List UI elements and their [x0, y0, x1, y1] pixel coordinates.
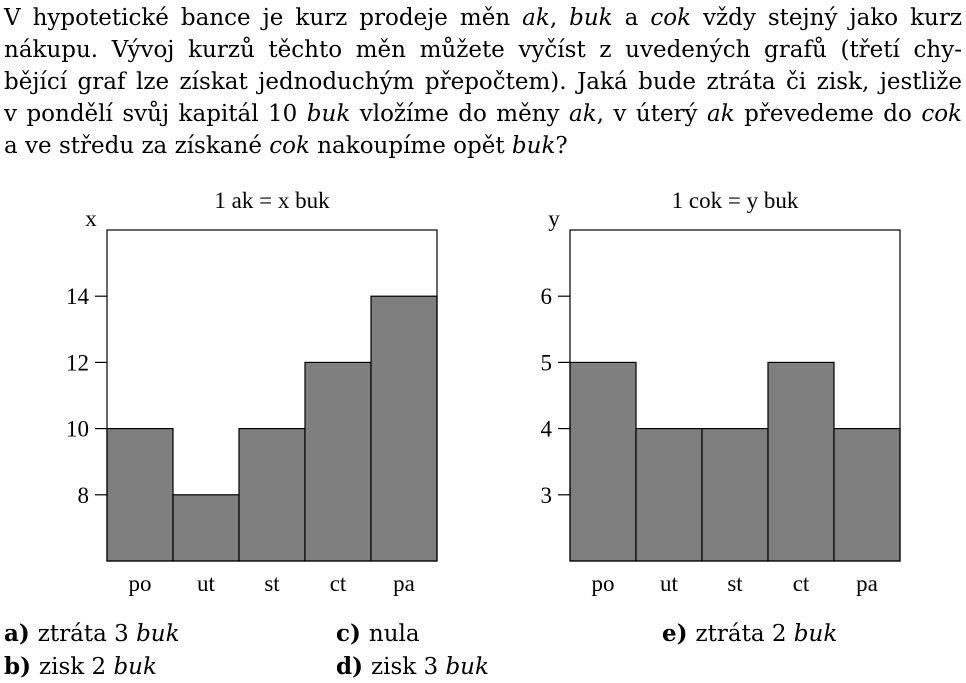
- answer-option-d[interactable]: [336, 653, 489, 680]
- question-fragment: V hypotetické bance je kurz prodeje měn: [4, 5, 523, 31]
- currency-name: buk: [511, 133, 556, 159]
- x-tick-label: po: [128, 571, 152, 596]
- question-fragment: vložíme do měny: [350, 101, 569, 127]
- y-tick-label: 8: [77, 482, 89, 508]
- answer-key: e): [662, 620, 688, 647]
- bar-pa: [371, 296, 437, 561]
- bar-ut: [636, 429, 702, 561]
- bar-ct: [305, 362, 371, 561]
- answer-option-a[interactable]: [4, 620, 180, 647]
- answer-option-c[interactable]: [336, 620, 420, 647]
- currency-name: ak: [522, 5, 550, 31]
- bar-ct: [768, 362, 834, 561]
- answer-text: zisk 3: [370, 654, 446, 680]
- bar-po: [570, 362, 636, 561]
- answer-key: c): [336, 620, 361, 647]
- currency-name: ak: [569, 101, 597, 127]
- y-tick-label: 14: [66, 284, 89, 310]
- answer-unit: buk: [793, 621, 838, 647]
- x-tick-label: st: [727, 571, 743, 596]
- question-fragment: , v úterý: [596, 101, 707, 127]
- y-tick-label: 5: [540, 350, 552, 376]
- answer-unit: buk: [136, 621, 180, 647]
- answer-text: ztráta 2: [695, 621, 794, 647]
- answer-key: a): [4, 620, 30, 647]
- answer-text: ztráta 3: [37, 621, 137, 647]
- answer-key: b): [4, 653, 31, 680]
- currency-name: ak: [707, 101, 735, 127]
- answer-option-b[interactable]: [4, 653, 157, 680]
- answer-option-e[interactable]: [662, 620, 837, 647]
- y-axis-label: y: [548, 206, 560, 231]
- currency-name: cok: [650, 5, 692, 31]
- x-tick-label: ut: [197, 571, 215, 596]
- chart-title: 1 cok = y buk: [671, 188, 799, 213]
- answer-unit: buk: [113, 654, 157, 680]
- x-tick-label: pa: [856, 571, 878, 596]
- currency-name: cok: [269, 133, 310, 159]
- x-tick-label: ut: [660, 571, 678, 596]
- answer-unit: buk: [445, 654, 489, 680]
- currency-name: buk: [569, 5, 613, 31]
- bar-po: [107, 429, 173, 561]
- currency-name: cok: [921, 101, 962, 127]
- y-tick-label: 4: [540, 416, 552, 442]
- bar-ut: [173, 495, 239, 561]
- answer-key: d): [336, 653, 363, 680]
- y-tick-label: 6: [540, 284, 552, 310]
- answer-text: zisk 2: [38, 654, 114, 680]
- x-tick-label: po: [591, 571, 615, 596]
- bar-st: [239, 429, 305, 561]
- question-fragment: ,: [549, 5, 570, 31]
- chart-1: [66, 188, 437, 596]
- x-tick-label: st: [264, 571, 280, 596]
- chart-2: [541, 188, 901, 596]
- question-fragment: převedeme do: [734, 101, 922, 127]
- question-fragment: ?: [555, 133, 568, 159]
- x-tick-label: ct: [792, 571, 810, 596]
- question-fragment: vždy stejný jako kurz: [691, 5, 962, 31]
- answer-text: nula: [368, 621, 420, 647]
- y-tick-label: 3: [540, 482, 552, 508]
- question-fragment: nákupu. Vývoj kurzů těchto měn můžete vyčíst z uvedených grafů (třetí chy-: [4, 37, 962, 63]
- question-fragment: nakoupíme opět: [309, 133, 512, 159]
- question-fragment: bějící graf lze získat jednoduchým přepočtem). Jaká bude ztráta či zisk, jestliže: [4, 69, 962, 95]
- x-tick-label: pa: [393, 571, 415, 596]
- currency-name: buk: [306, 101, 351, 127]
- y-tick-label: 10: [66, 416, 89, 442]
- x-tick-label: ct: [329, 571, 347, 596]
- question-fragment: v pondělí svůj kapitál 10: [4, 101, 307, 127]
- question-fragment: a: [612, 5, 651, 31]
- bar-st: [702, 429, 768, 561]
- y-tick-label: 12: [66, 350, 89, 376]
- bar-pa: [834, 429, 900, 561]
- y-axis-label: x: [85, 206, 97, 231]
- chart-title: 1 ak = x buk: [214, 188, 330, 213]
- question-fragment: a ve středu za získané: [4, 133, 270, 159]
